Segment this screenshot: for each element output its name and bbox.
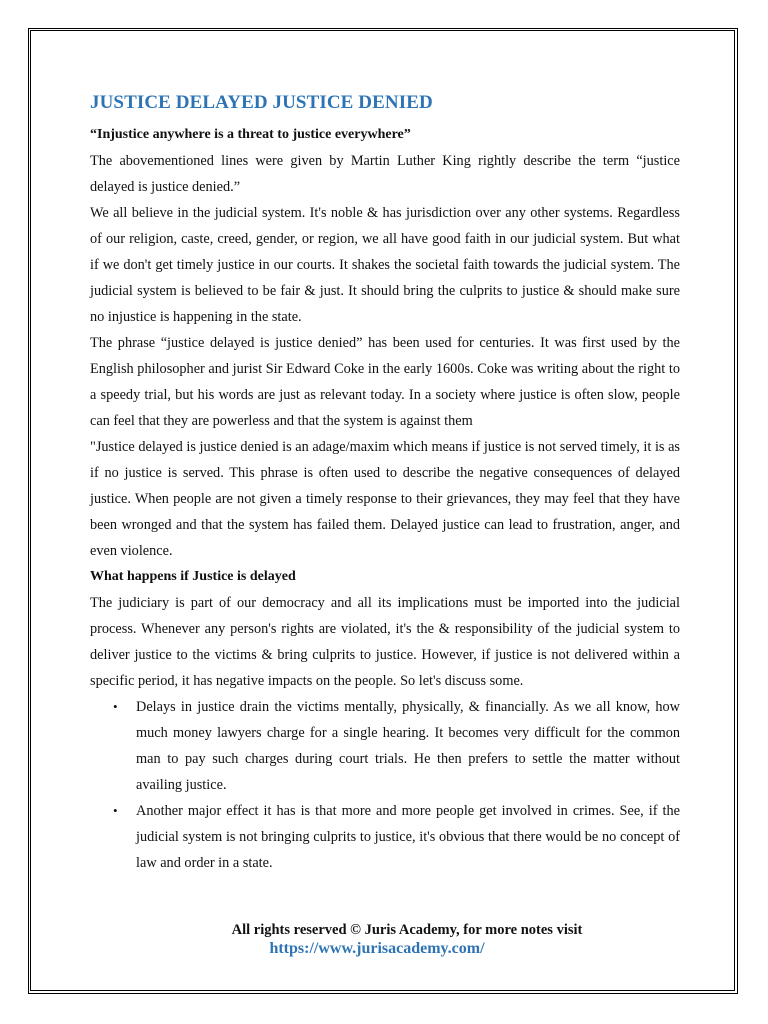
paragraph-judicial-faith: We all believe in the judicial system. It's noble & has jurisdiction over any other systems. Regardless of our religion, caste, creed, gender, or region, we all have good faith in our judicial system. But what if we don't get timely justice in our courts. It shakes the societal faith towards the judicial system. The judicial system is believed to be fair & just. It should bring the culprits to justice & should make sure no injustice is happening in the state. [90, 205, 680, 325]
list-item-text: Delays in justice drain the victims mentally, physically, & financially. As we all know, how much money lawyers charge for a single hearing. It becomes very difficult for the common man to pay such charges during court trials. He then prefers to settle the matter without availing justice. [136, 699, 680, 793]
section-heading: What happens if Justice is delayed [90, 569, 296, 584]
document-body [90, 92, 680, 876]
paragraph-adage-meaning: "Justice delayed is justice denied is an adage/maxim which means if justice is not served timely, it is as if no justice is served. This phrase is often used to describe the negative consequences of delayed justice. When people are not given a timely response to their grievances, they may feel that they have been wronged and that the system has failed them. Delayed justice can lead to frustration, anger, and even violence. [90, 439, 680, 559]
document-title: JUSTICE DELAYED JUSTICE DENIED [90, 92, 433, 113]
paragraph-phrase-origin: The phrase “justice delayed is justice denied” has been used for centuries. It was first used by the English philosopher and jurist Sir Edward Coke in the early 1600s. Coke was writing about the right to a speedy trial, but his words are just as relevant today. In a society where justice is often slow, people can feel that they are powerless and that the system is against them [90, 335, 680, 429]
paragraph-section: The judiciary is part of our democracy and all its implications must be imported into the judicial process. Whenever any person's rights are violated, it's the & responsibility of the judicial system to deliver justice to the victims & bring culprits to justice. However, if justice is not delivered within a specific period, it has negative impacts on the people. So let's discuss some. [90, 595, 680, 689]
bullet-icon: • [113, 803, 118, 818]
effects-list [90, 694, 680, 876]
list-item-text: Another major effect it has is that more and more people get involved in crimes. See, if the judicial system is not bringing culprits to justice, it's obvious that there would be no concept of law and order in a state. [136, 803, 680, 871]
list-item [113, 798, 680, 876]
footer-website-link[interactable]: https://www.jurisacademy.com/ [269, 940, 485, 957]
page-footer [0, 921, 768, 959]
list-item [113, 694, 680, 798]
paragraph-intro: The abovementioned lines were given by Martin Luther King rightly describe the term “justice delayed is justice denied.” [90, 153, 680, 195]
opening-quote: “Injustice anywhere is a threat to justice everywhere” [90, 127, 411, 142]
footer-rights-text: All rights reserved © Juris Academy, for more notes visit [231, 922, 583, 938]
bullet-icon: • [113, 699, 118, 714]
